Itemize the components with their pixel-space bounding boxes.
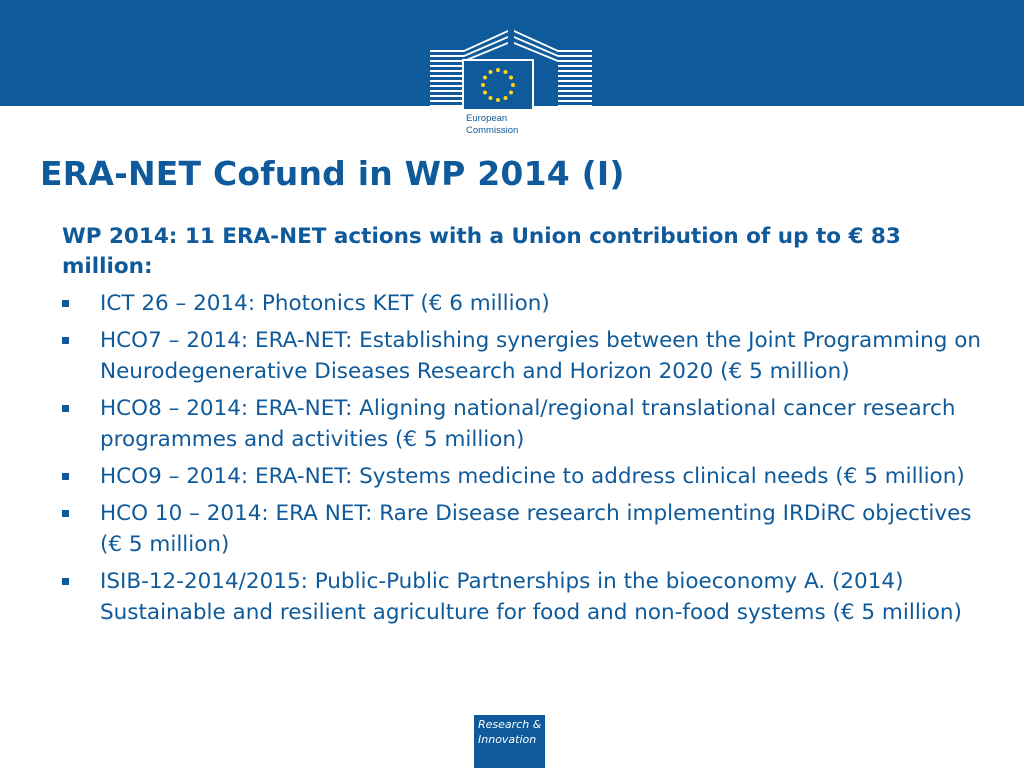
list-item bbox=[62, 325, 992, 387]
badge-line-innovation: Innovation bbox=[478, 733, 537, 746]
list-item bbox=[62, 498, 992, 560]
list-item-text: ISIB-12-2014/2015: Public-Public Partnerships in the bioeconomy A. (2014) Sustainable and resilient agriculture for food and non-food systems (€ 5 million) bbox=[100, 569, 962, 625]
list-item-text: HCO 10 – 2014: ERA NET: Rare Disease research implementing IRDiRC objectives (€ 5 million) bbox=[100, 501, 972, 557]
badge-line-research: Research & bbox=[478, 718, 542, 731]
list-item bbox=[62, 288, 992, 319]
list-item bbox=[62, 461, 992, 492]
square-bullet-icon bbox=[62, 405, 69, 412]
bullet-list bbox=[62, 288, 992, 634]
square-bullet-icon bbox=[62, 473, 69, 480]
european-commission-logo bbox=[428, 26, 594, 144]
logo-text-commission: Commission bbox=[466, 125, 519, 136]
commission-building-emblem bbox=[428, 26, 594, 144]
list-item bbox=[62, 393, 992, 455]
square-bullet-icon bbox=[62, 337, 69, 344]
list-item-text: HCO7 – 2014: ERA-NET: Establishing synergies between the Joint Programming on Neurodegenerative Diseases Research and Horizon 2020 (€ 5 million) bbox=[100, 328, 981, 384]
logo-text-european: European bbox=[466, 113, 508, 124]
list-item-text: HCO8 – 2014: ERA-NET: Aligning national/regional translational cancer research programmes and activities (€ 5 million) bbox=[100, 396, 956, 452]
intro-text: WP 2014: 11 ERA-NET actions with a Union contribution of up to € 83 million: bbox=[62, 224, 901, 279]
list-item-text: ICT 26 – 2014: Photonics KET (€ 6 million) bbox=[100, 291, 550, 316]
list-item-text: HCO9 – 2014: ERA-NET: Systems medicine to address clinical needs (€ 5 million) bbox=[100, 464, 965, 489]
square-bullet-icon bbox=[62, 510, 69, 517]
square-bullet-icon bbox=[62, 300, 69, 307]
square-bullet-icon bbox=[62, 578, 69, 585]
research-innovation-badge bbox=[474, 715, 545, 768]
slide-title: ERA-NET Cofund in WP 2014 (I) bbox=[40, 154, 625, 193]
list-item bbox=[62, 566, 992, 628]
